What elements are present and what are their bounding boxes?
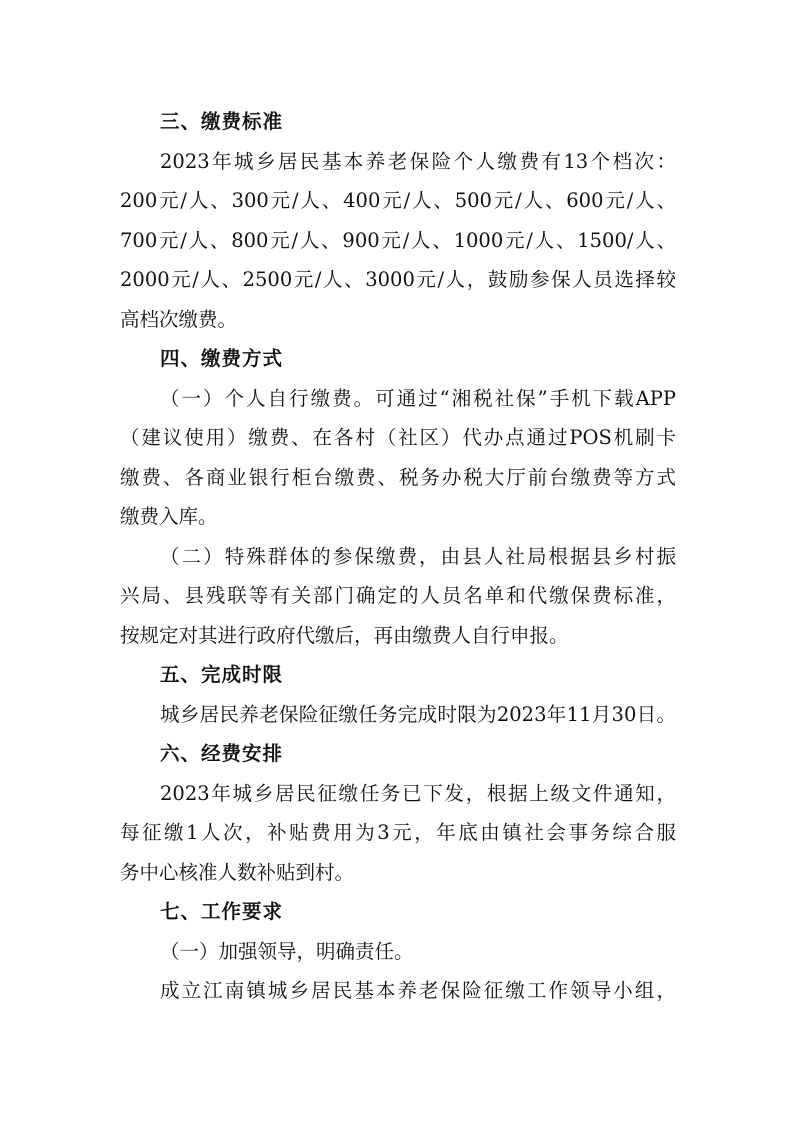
paragraph-line: 成立江南镇城乡居民基本养老保险征缴工作领导小组，	[160, 979, 676, 1002]
section-heading-work-requirements: 七、工作要求	[160, 900, 284, 923]
paragraph-line: 按规定对其进行政府代缴后，再由缴费人自行申报。	[120, 624, 569, 647]
paragraph-line: 2000元/人、2500元/人、3000元/人，鼓励参保人员选择较	[120, 268, 676, 291]
section-heading-payment-method: 四、缴费方式	[160, 347, 284, 370]
section-heading-funding: 六、经费安排	[160, 742, 284, 765]
paragraph-line: 缴费入库。	[120, 505, 218, 528]
paragraph-line: （一）个人自行缴费。可通过“湘税社保”手机下载APP	[160, 387, 676, 410]
paragraph-line: 城乡居民养老保险征缴任务完成时限为2023年11月30日。	[160, 703, 676, 726]
paragraph-line: 兴局、县残联等有关部门确定的人员名单和代缴保费标准，	[120, 584, 676, 607]
paragraph-line: 高档次缴费。	[120, 308, 238, 331]
section-heading-payment-standard: 三、缴费标准	[160, 110, 284, 133]
paragraph-line: （二）特殊群体的参保缴费，由县人社局根据县乡村振	[160, 545, 676, 568]
paragraph-line: （建议使用）缴费、在各村（社区）代办点通过POS机刷卡	[120, 426, 676, 449]
subheading-line: （一）加强领导，明确责任。	[160, 940, 414, 963]
paragraph-line: 2023年城乡居民基本养老保险个人缴费有13个档次：	[160, 150, 676, 173]
section-heading-deadline: 五、完成时限	[160, 663, 284, 686]
paragraph-line: 每征缴1人次，补贴费用为3元，年底由镇社会事务综合服	[120, 821, 676, 844]
paragraph-line: 缴费、各商业银行柜台缴费、税务办税大厅前台缴费等方式	[120, 466, 676, 489]
paragraph-line: 200元/人、300元/人、400元/人、500元/人、600元/人、	[120, 189, 676, 212]
paragraph-line: 务中心核准人数补贴到村。	[120, 861, 355, 884]
paragraph-line: 700元/人、800元/人、900元/人、1000元/人、1500/人、	[120, 229, 676, 252]
paragraph-line: 2023年城乡居民征缴任务已下发，根据上级文件通知，	[160, 782, 676, 805]
